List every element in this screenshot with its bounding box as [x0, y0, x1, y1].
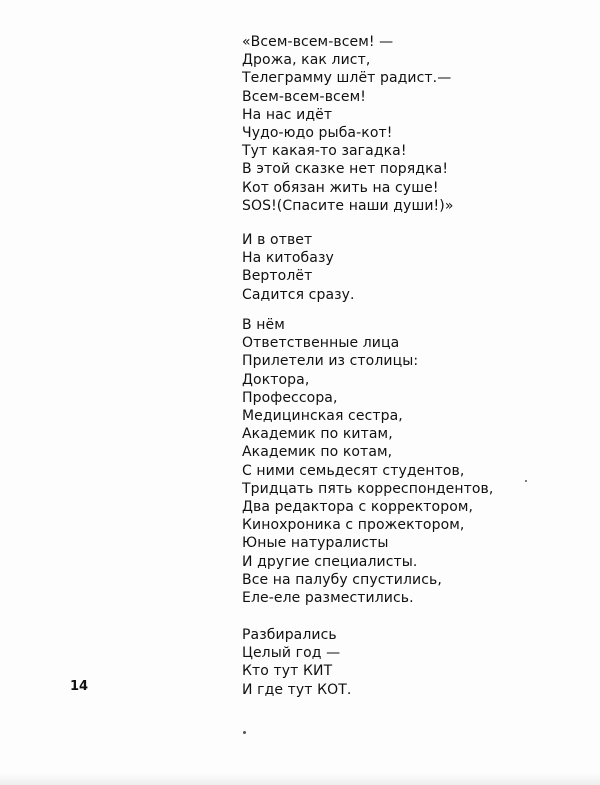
poem-line: Телеграмму шлёт радист.— — [242, 70, 452, 87]
poem-line: Тут какая-то загадка! — [242, 143, 407, 160]
poem-line: Прилетели из столицы: — [242, 353, 419, 370]
poem-line: «Всем-всем-всем! — — [242, 34, 394, 50]
page-edge — [0, 773, 600, 785]
poem-line: И другие специалисты. — [242, 553, 418, 570]
stanza-4 — [242, 571, 442, 607]
scan-speck — [525, 480, 527, 482]
poem-line: В нём — [242, 317, 285, 333]
stanza-1 — [242, 33, 454, 215]
poem-line: Садится сразу. — [242, 286, 355, 303]
poem-line: Всем-всем-всем! — [242, 88, 366, 105]
poem-line: Академик по котам, — [242, 444, 393, 461]
stanza-3 — [242, 316, 493, 571]
poem-line: Все на палубу спустились, — [242, 572, 442, 588]
poem-line: Медицинская сестра, — [242, 408, 403, 425]
poem-line: Юные натуралисты — [242, 535, 389, 552]
poem-line: Целый год — — [242, 645, 341, 662]
scan-speck — [243, 731, 246, 734]
poem-line: На китобазу — [242, 250, 334, 267]
poem-line: Еле-еле разместились. — [242, 590, 414, 607]
stanza-5 — [242, 626, 351, 699]
poem-line: Разбирались — [242, 627, 337, 643]
poem-line: Ответственные лица — [242, 335, 400, 352]
poem-line: Кот обязан жить на суше! — [242, 179, 439, 196]
poem-line: С ними семьдесят студентов, — [242, 462, 465, 479]
page-number: 14 — [70, 679, 89, 694]
poem-line: Академик по китам, — [242, 426, 393, 443]
poem-line: В этой сказке нет порядка! — [242, 161, 449, 178]
poem-line: Профессора, — [242, 389, 338, 406]
poem-line: И в ответ — [242, 232, 313, 248]
poem-line: Дрожа, как лист, — [242, 52, 371, 69]
poem-line: Два редактора с корректором, — [242, 499, 474, 516]
poem-line: Кто тут КИТ — [242, 663, 333, 680]
poem-line: Доктора, — [242, 371, 310, 388]
poem-line: Тридцать пять корреспондентов, — [242, 480, 494, 497]
poem-line: SOS!(Спасите наши души!)» — [242, 197, 454, 214]
poem-line: Кинохроника с прожектором, — [242, 517, 465, 534]
stanza-2 — [242, 231, 355, 304]
poem-line: И где тут КОТ. — [242, 681, 352, 698]
poem-line: Вертолёт — [242, 268, 313, 285]
poem-line: Чудо-юдо рыба-кот! — [242, 125, 393, 142]
poem-line: На нас идёт — [242, 106, 333, 123]
